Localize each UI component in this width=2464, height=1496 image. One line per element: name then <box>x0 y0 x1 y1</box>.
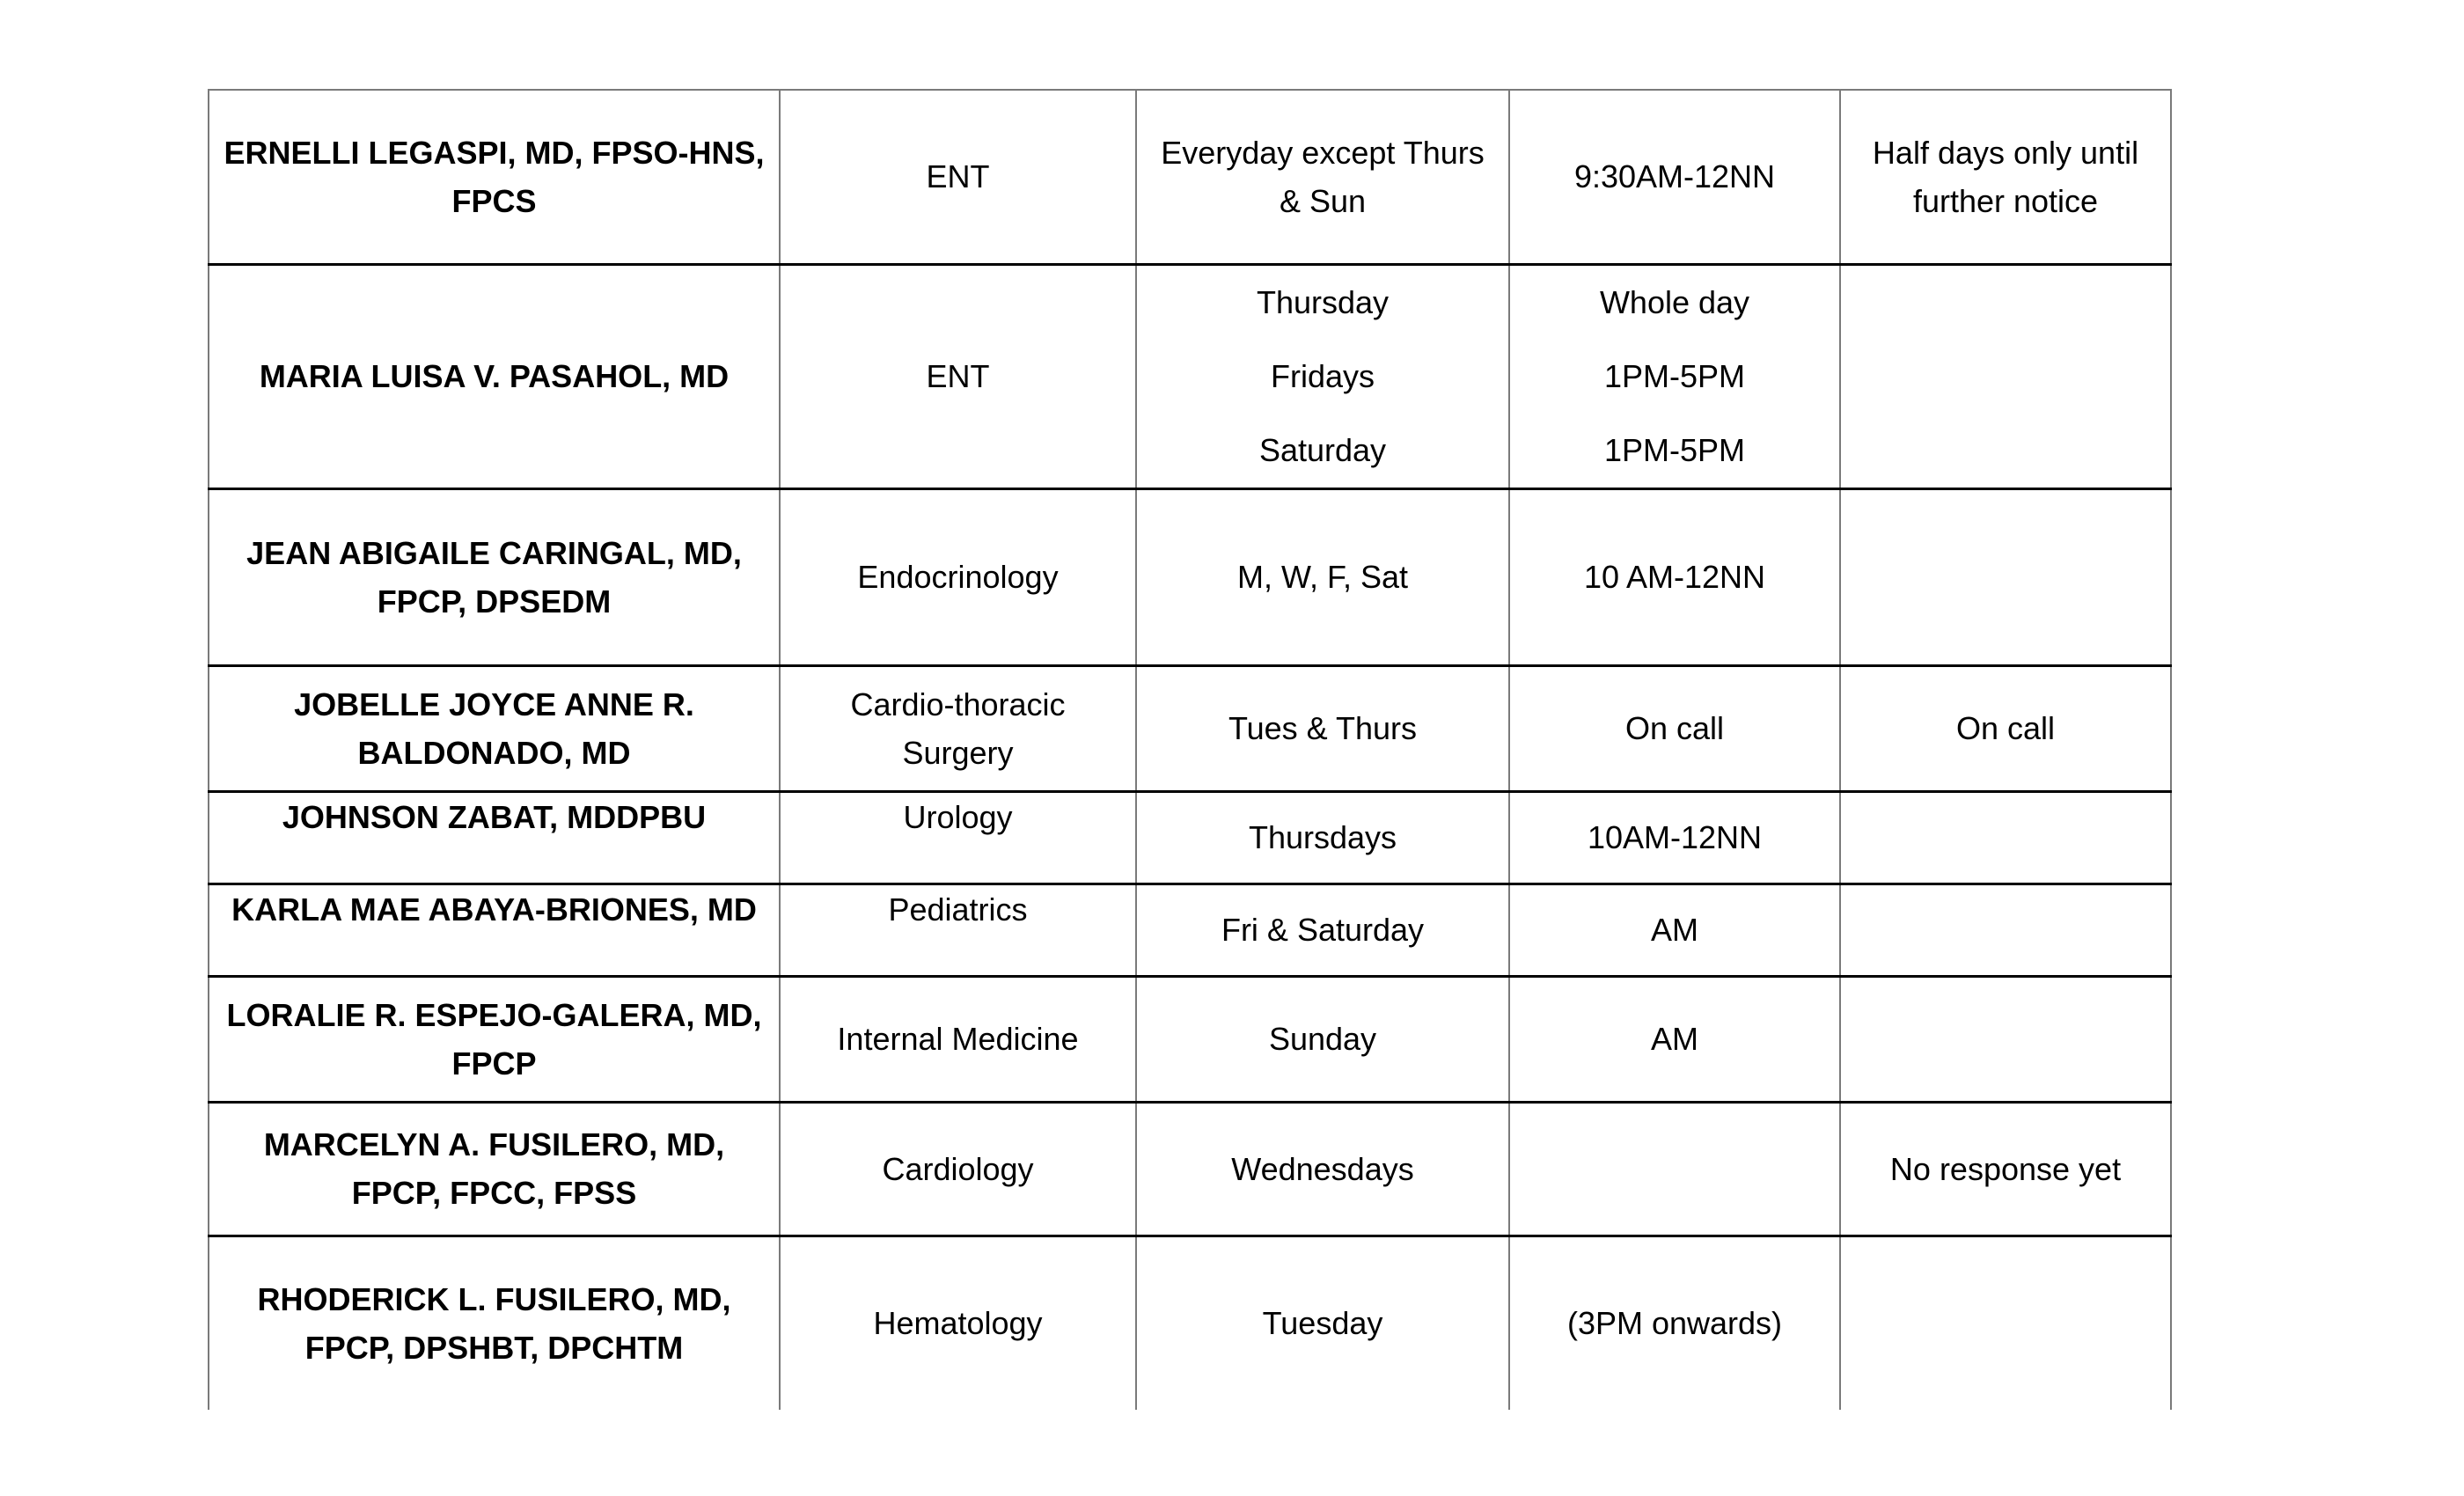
schedule-day: Tuesday <box>1136 1236 1509 1410</box>
doctor-name: JOBELLE JOYCE ANNE R. BALDONADO, MD <box>209 665 780 791</box>
schedule-day: Tues & Thurs <box>1136 665 1509 791</box>
specialty: Cardio-thoracic Surgery <box>780 665 1136 791</box>
remarks <box>1840 976 2171 1102</box>
doctor-name: KARLA MAE ABAYA-BRIONES, MD <box>209 884 780 976</box>
schedule-time: 9:30AM-12NN <box>1509 90 1840 264</box>
schedule-day: Thursdays <box>1136 791 1509 884</box>
specialty: Cardiology <box>780 1102 1136 1236</box>
table-row <box>209 884 2171 976</box>
remarks: On call <box>1840 665 2171 791</box>
table-row <box>209 264 2171 488</box>
table-row <box>209 90 2171 264</box>
specialty: Hematology <box>780 1236 1136 1410</box>
schedule-time: 1PM-5PM <box>1603 431 1746 468</box>
schedule-day: Everyday except Thurs & Sun <box>1136 90 1509 264</box>
schedule-time: Whole day <box>1599 283 1750 320</box>
schedule-day: M, W, F, Sat <box>1136 488 1509 665</box>
specialty: Pediatrics <box>780 884 1136 976</box>
specialty: Urology <box>780 791 1136 884</box>
remarks <box>1840 264 2171 488</box>
specialty: Endocrinology <box>780 488 1136 665</box>
schedule-time: (3PM onwards) <box>1509 1236 1840 1410</box>
schedule-day: Thursday <box>1256 283 1390 320</box>
schedule-day: Fri & Saturday <box>1136 884 1509 976</box>
doctor-name: ERNELLI LEGASPI, MD, FPSO-HNS, FPCS <box>209 90 780 264</box>
table-row <box>209 1102 2171 1236</box>
schedule-day: Sunday <box>1136 976 1509 1102</box>
schedule-day: Saturday <box>1258 431 1387 468</box>
schedule-days <box>1136 264 1509 488</box>
remarks: No response yet <box>1840 1102 2171 1236</box>
schedule-times <box>1509 264 1840 488</box>
schedule-time: On call <box>1509 665 1840 791</box>
doctor-name: RHODERICK L. FUSILERO, MD, FPCP, DPSHBT, DPCHTM <box>209 1236 780 1410</box>
remarks: Half days only until further notice <box>1840 90 2171 264</box>
specialty: ENT <box>780 90 1136 264</box>
table-row <box>209 1236 2171 1410</box>
remarks <box>1840 488 2171 665</box>
table-row <box>209 976 2171 1102</box>
table-row <box>209 791 2171 884</box>
schedule-time: 1PM-5PM <box>1603 357 1746 394</box>
doctor-name: MARCELYN A. FUSILERO, MD, FPCP, FPCC, FPSS <box>209 1102 780 1236</box>
schedule-time <box>1509 1102 1840 1236</box>
doctor-name: LORALIE R. ESPEJO-GALERA, MD, FPCP <box>209 976 780 1102</box>
schedule-day: Fridays <box>1270 357 1375 394</box>
schedule-time: 10 AM-12NN <box>1509 488 1840 665</box>
schedule-time: 10AM-12NN <box>1509 791 1840 884</box>
doctor-name: JOHNSON ZABAT, MDDPBU <box>209 791 780 884</box>
specialty: ENT <box>780 264 1136 488</box>
remarks <box>1840 884 2171 976</box>
table-row <box>209 488 2171 665</box>
doctor-name: MARIA LUISA V. PASAHOL, MD <box>209 264 780 488</box>
doctor-name: JEAN ABIGAILE CARINGAL, MD, FPCP, DPSEDM <box>209 488 780 665</box>
schedule-day: Wednesdays <box>1136 1102 1509 1236</box>
remarks <box>1840 1236 2171 1410</box>
schedule-time: AM <box>1509 884 1840 976</box>
remarks <box>1840 791 2171 884</box>
specialty: Internal Medicine <box>780 976 1136 1102</box>
doctor-schedule-table <box>208 89 2172 1410</box>
schedule-time: AM <box>1509 976 1840 1102</box>
table-row <box>209 665 2171 791</box>
